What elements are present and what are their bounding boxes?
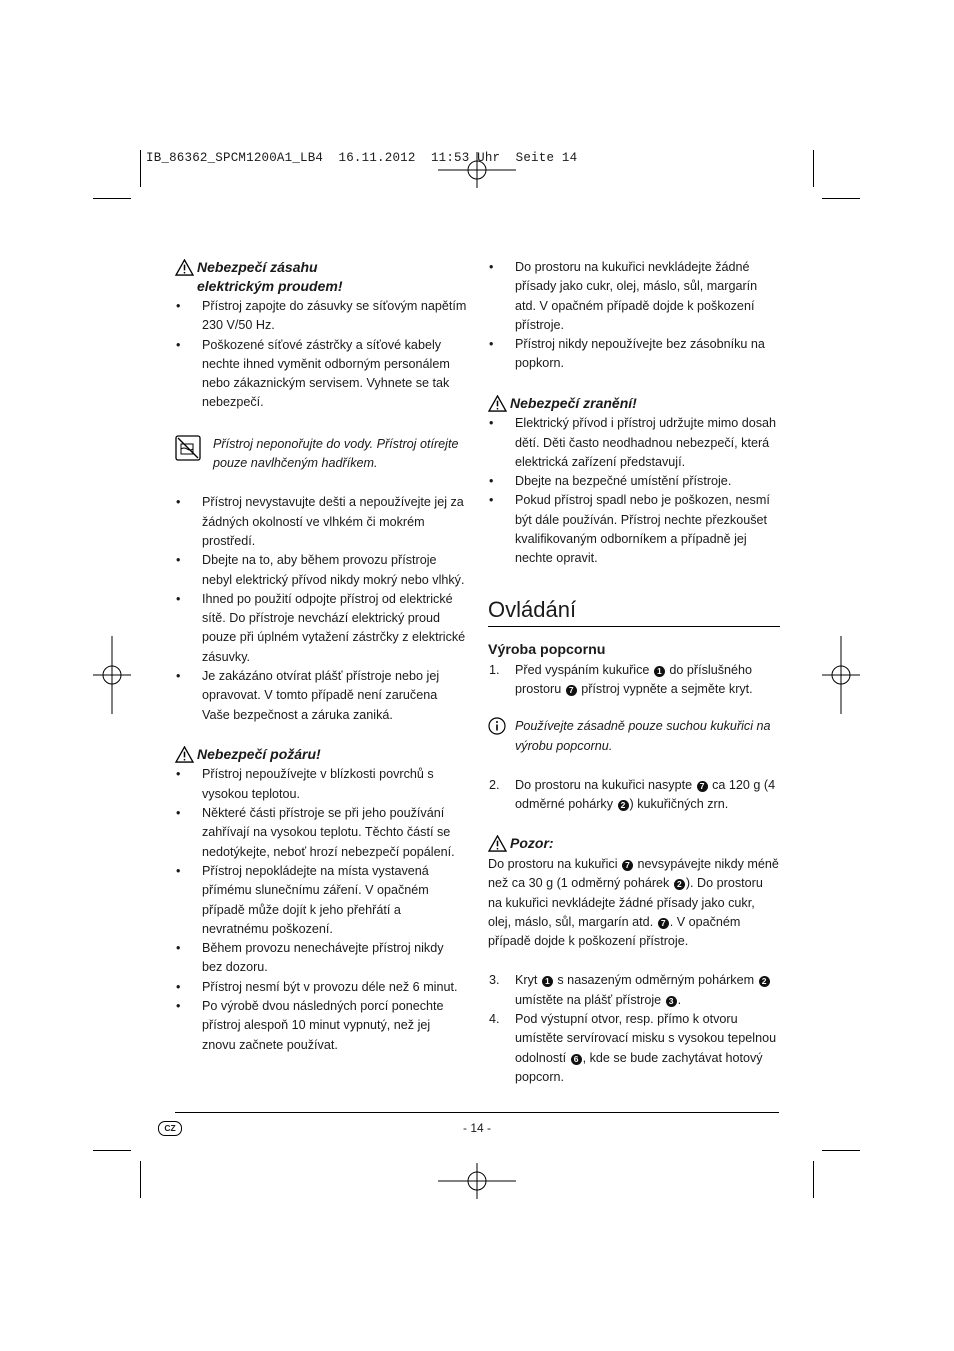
caution-title: Pozor:: [510, 835, 554, 852]
warning-triangle-icon: [175, 259, 197, 277]
step-item: 2. Do prostoru na kukuřici nasypte 7 ca 120 g (4 odměrné pohárky 2 ) kukuřičných zrn.: [489, 777, 776, 812]
list-item: • Elektrický přívod i přístroj udržujte mimo dosah dětí. Děti často neodhadnou nebezpečí, která elektrická zařízení představují.: [488, 414, 780, 472]
left-column: [175, 258, 467, 1055]
crop-mark: [93, 1150, 131, 1151]
list-item: • Během provozu nenechávejte přístroj nikdy bez dozoru.: [175, 939, 467, 978]
steps-list-a: [488, 661, 780, 700]
water-note: [175, 435, 467, 474]
electric-list-continued: [175, 493, 467, 725]
print-slug: IB_86362_SPCM1200A1_LB4 16.11.2012 11:53 Uhr Seite 14: [146, 151, 578, 165]
list-item: • Dbejte na to, aby během provozu přístroje nebyl elektrický přívod nikdy mokrý nebo vlhký.: [175, 551, 467, 590]
injury-title: Nebezpečí zranění!: [510, 394, 637, 411]
registration-mark: [822, 636, 860, 714]
crop-mark: [140, 150, 141, 187]
info-note: [488, 717, 780, 756]
part-reference-badge: 3: [666, 996, 677, 1007]
fire-title: Nebezpečí požáru!: [197, 745, 321, 762]
list-item: • Přístroj nevystavujte dešti a nepoužívejte jej za žádných okolností ve vlhkém či mokrém prostředí.: [175, 493, 467, 551]
part-reference-badge: 2: [674, 879, 685, 890]
part-reference-badge: 6: [571, 1054, 582, 1065]
crop-mark: [822, 198, 860, 199]
fire-warning-heading: [175, 745, 467, 764]
part-reference-badge: 2: [618, 800, 629, 811]
warning-triangle-icon: [488, 835, 510, 853]
crop-mark: [140, 1161, 141, 1198]
right-column: [488, 258, 780, 1087]
page-number: - 14 -: [462, 1121, 491, 1135]
crop-mark: [822, 1150, 860, 1151]
list-item: • Je zakázáno otvírat plášť přístroje nebo jej opravovat. V tomto případě není zaručena Vaše bezpečnost a záruka zaniká.: [175, 667, 467, 725]
caution-heading: [488, 834, 780, 853]
no-immersion-icon: [175, 435, 213, 467]
electric-title-line1: Nebezpečí zásahu: [197, 259, 318, 275]
step-item: 4. Pod výstupní otvor, resp. přímo k otvoru umístěte servírovací misku s vysokou tepelnou odolností 6 , kde se bude zachytávat hotový popcorn.: [489, 1012, 777, 1084]
electric-title-line2: elektrickým proudem!: [197, 277, 343, 294]
step-item: 1. Před vyspáním kukuřice 1 do příslušného prostoru 7 přístroj vypněte a sejměte kryt.: [489, 662, 753, 696]
list-item: • Ihned po použití odpojte přístroj od elektrické sítě. Do přístroje nevchází elektrický proud pouze při úplném vytažení zástrčky z elektrické zásuvky.: [175, 590, 467, 667]
subsection-heading: Výroba popcornu: [488, 641, 606, 658]
steps-list-c: [488, 971, 780, 1087]
part-reference-badge: 1: [654, 666, 665, 677]
electric-warning-heading: [175, 258, 467, 295]
list-item: • Některé části přístroje se při jeho používání zahřívají na vysokou teplotu. Těchto částí se nedotýkejte, neboť hrozí nebezpečí popálení.: [175, 804, 467, 862]
list-item: • Po výrobě dvou následných porcí ponechte přístroj alespoň 10 minut vypnutý, než jej znovu začnete používat.: [175, 997, 467, 1055]
injury-list: [488, 414, 780, 568]
crop-mark: [93, 198, 131, 199]
section-heading: Ovládání: [488, 597, 780, 627]
list-item: • Přístroj zapojte do zásuvky se síťovým napětím 230 V/50 Hz.: [175, 297, 467, 336]
info-note-text: Používejte zásadně pouze suchou kukuřici na výrobu popcornu.: [515, 719, 771, 753]
fire-list: [175, 765, 467, 1054]
list-item: • Do prostoru na kukuřici nevkládejte žádné přísady jako cukr, olej, máslo, sůl, margarín atd. V opačném případě dojde k poškození přístroje.: [488, 258, 780, 335]
list-item: • Přístroj nikdy nepoužívejte bez zásobníku na popkorn.: [488, 335, 780, 374]
steps-list-b: [488, 776, 780, 815]
footer-divider: [175, 1112, 779, 1113]
language-badge: CZ: [158, 1121, 182, 1136]
top-list: [488, 258, 780, 374]
part-reference-badge: 7: [622, 860, 633, 871]
water-note-text: Přístroj neponořujte do vody. Přístroj otírejte pouze navlhčeným hadříkem.: [213, 436, 459, 471]
registration-mark: [93, 636, 131, 714]
list-item: • Přístroj nesmí být v provozu déle než 6 minut.: [175, 978, 467, 997]
part-reference-badge: 2: [759, 976, 770, 987]
info-icon: [488, 717, 515, 741]
list-item: • Poškozené síťové zástrčky a síťové kabely nechte ihned vyměnit odborným personálem nebo zákaznickým servisem. Vyhnete se tak nebezpečí.: [175, 336, 467, 413]
part-reference-badge: 1: [542, 976, 553, 987]
step-item: 3. Kryt 1 s nasazeným odměrným pohárkem 2 umístěte na plášť přístroje 3 .: [488, 971, 780, 1010]
crop-mark: [813, 1161, 814, 1198]
list-item: • Pokud přístroj spadl nebo je poškozen, nesmí být dále používán. Přístroj nechte přezkoušet kvalifikovaným odborníkem a případně jej nechte opravit.: [488, 491, 780, 568]
part-reference-badge: 7: [697, 781, 708, 792]
warning-triangle-icon: [175, 746, 197, 764]
electric-list: [175, 297, 467, 413]
list-item: • Dbejte na bezpečné umístění přístroje.: [488, 472, 780, 491]
list-item: • Přístroj nepoužívejte v blízkosti povrchů s vysokou teplotou.: [175, 765, 467, 804]
crop-mark: [813, 150, 814, 187]
registration-mark: [438, 1163, 516, 1199]
injury-warning-heading: [488, 394, 780, 413]
warning-triangle-icon: [488, 395, 510, 413]
caution-text: Do prostoru na kukuřici 7 nevsypávejte nikdy méně než ca 30 g (1 odměrný pohárek 2 ). Do prostoru na kukuřici nevkládejte žádné přísady jako cukr, olej, máslo, sůl, margarín atd. 7 . V opačném případě dojde k poškození přístroje.: [488, 856, 779, 949]
part-reference-badge: 7: [658, 918, 669, 929]
list-item: • Přístroj nepokládejte na místa vystavená přímému slunečnímu záření. V opačném případě může dojít k jeho přehřátí a nevratnému poškození.: [175, 862, 467, 939]
part-reference-badge: 7: [566, 685, 577, 696]
